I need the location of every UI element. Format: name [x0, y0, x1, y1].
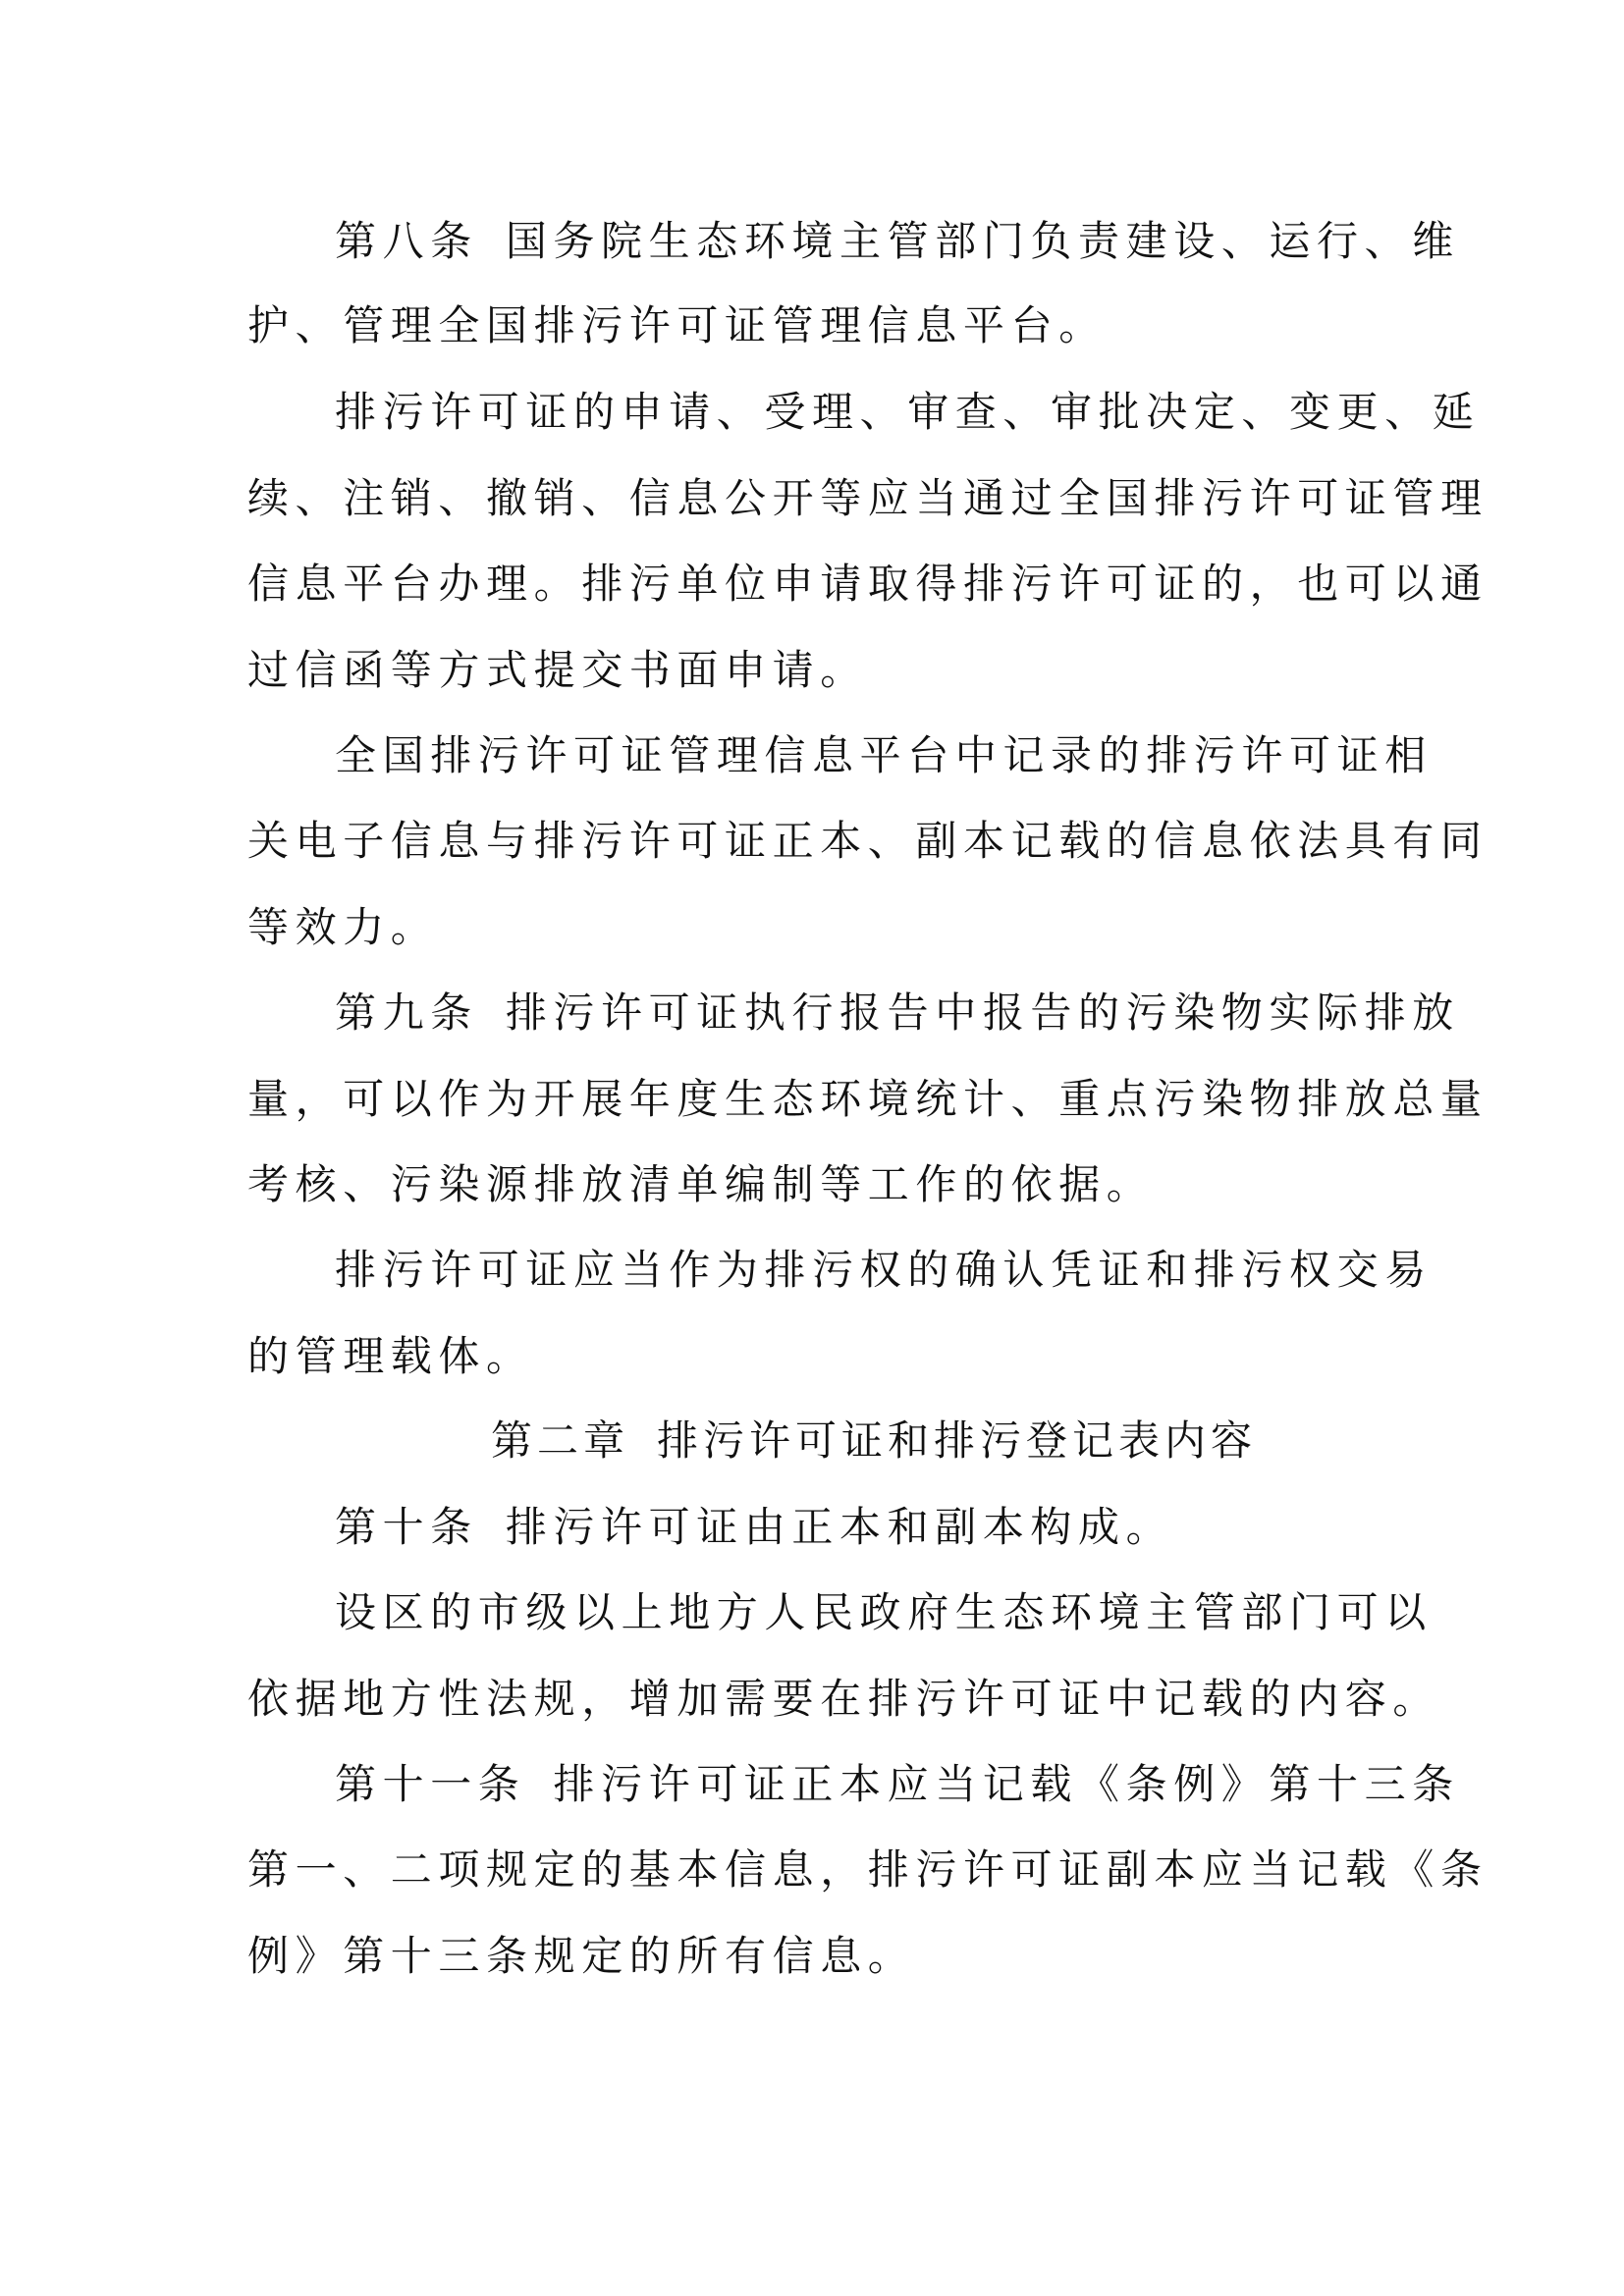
- article-8-text-1: 国务院生态环境主管部门负责建设、运行、维: [505, 217, 1460, 265]
- article-9-text-1: 排污许可证执行报告中报告的污染物实际排放: [505, 988, 1460, 1037]
- article-9-line-2: 量，可以作为开展年度生态环境统计、重点污染物排放总量: [247, 1075, 1489, 1123]
- article-9-line-1: [335, 986, 1460, 1041]
- paragraph-local-line-1: 设区的市级以上地方人民政府生态环境主管部门可以: [335, 1588, 1433, 1636]
- paragraph-platform-line-3: 等效力。: [247, 903, 439, 951]
- article-11-text-1: 排污许可证正本应当记载《条例》第十三条: [553, 1760, 1460, 1808]
- article-9-label: 第九条: [335, 988, 478, 1037]
- chapter-2-title: 排污许可证和排污登记表内容: [657, 1416, 1258, 1465]
- chapter-2-heading: [491, 1414, 1257, 1468]
- paragraph-platform-line-2: 关电子信息与排污许可证正本、副本记载的信息依法具有同: [247, 817, 1489, 865]
- paragraph-emission-rights-line-1: 排污许可证应当作为排污权的确认凭证和排污权交易: [335, 1246, 1433, 1294]
- article-10-label: 第十条: [335, 1503, 478, 1551]
- paragraph-application-line-3: 信息平台办理。排污单位申请取得排污许可证的，也可以通: [247, 560, 1489, 608]
- article-10-text-1: 排污许可证由正本和副本构成。: [505, 1503, 1174, 1551]
- paragraph-platform-line-1: 全国排污许可证管理信息平台中记录的排污许可证相: [335, 731, 1433, 779]
- paragraph-local-line-2: 依据地方性法规，增加需要在排污许可证中记载的内容。: [247, 1675, 1441, 1723]
- paragraph-application-line-1: 排污许可证的申请、受理、审查、审批决定、变更、延: [335, 388, 1481, 436]
- article-10-line-1: [335, 1500, 1173, 1555]
- paragraph-application-line-4: 过信函等方式提交书面申请。: [247, 646, 868, 694]
- paragraph-emission-rights-line-2: 的管理载体。: [247, 1332, 534, 1380]
- article-11-line-2: 第一、二项规定的基本信息，排污许可证副本应当记载《条: [247, 1845, 1489, 1894]
- article-9-line-3: 考核、污染源排放清单编制等工作的依据。: [247, 1160, 1155, 1208]
- article-11-line-1: [335, 1757, 1460, 1812]
- article-8-line-1: [335, 214, 1460, 269]
- chapter-2-label: 第二章: [491, 1416, 630, 1465]
- paragraph-application-line-2: 续、注销、撤销、信息公开等应当通过全国排污许可证管理: [247, 474, 1489, 522]
- article-8-line-2: 护、管理全国排污许可证管理信息平台。: [247, 301, 1107, 349]
- article-8-label: 第八条: [335, 217, 478, 265]
- article-11-line-3: 例》第十三条规定的所有信息。: [247, 1932, 916, 1980]
- article-11-label: 第十一条: [335, 1760, 526, 1808]
